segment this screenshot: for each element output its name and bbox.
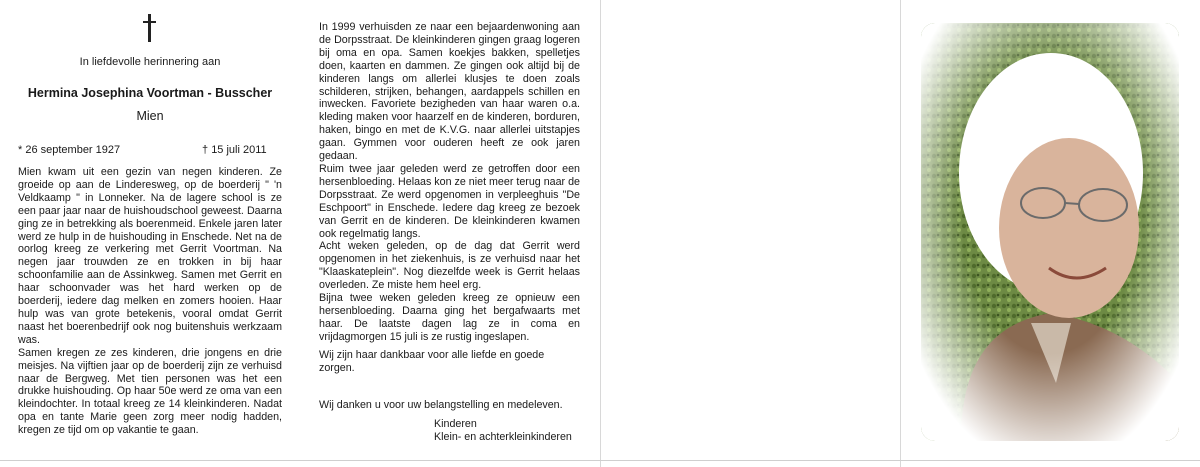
- cross-icon: [138, 14, 162, 44]
- death-date: [202, 144, 267, 156]
- portrait-illustration: [921, 23, 1179, 441]
- thanks-love: Wij zijn haar dankbaar voor alle liefde en goede zorgen.: [319, 349, 545, 374]
- middle-panel: [300, 0, 600, 467]
- fold-line: [600, 0, 601, 467]
- bio-paragraph: Bijna twee weken geleden kreeg ze opnieuw een hersenbloeding. Daarna ging het bergafwaarts met haar. De laatste dagen lag ze in coma en vrijdagmorgen 15 juli is ze rustig ingeslapen.: [319, 292, 580, 343]
- bio-paragraph: Samen kregen ze zes kinderen, drie jongens en drie meisjes. Na vijftien jaar op de boerderij zijn ze verhuisd naar de Bergweg. Met tien personen was het een drukke huishouding. Op haar 50e werd ze oma van een kleindochter. In totaal kreeg ze 14 kleinkinderen. Nadat opa en tante Marie geen zorg meer nodig hadden, kregen ze tijd om op vakantie te gaan.: [18, 346, 282, 437]
- in-memory-line: In liefdevolle herinnering aan: [79, 56, 221, 68]
- deceased-name: Hermina Josephina Voortman - Busscher: [27, 86, 273, 100]
- portrait-photo: [921, 23, 1179, 441]
- left-panel: [0, 0, 300, 467]
- bio-paragraph: Mien kwam uit een gezin van negen kinderen. Ze groeide op aan de Linderesweg, op de boerderij " 'n Veldkaamp " in Lonneker. Na de lagere school is ze een paar jaar naar de huishoudschool geweest. Daarna ging ze in betrekking als boerenmeid. Enkele jaren later werd ze hulp in de huishouding in Enschede. Net na de oorlog kreeg ze verkering met Gerrit Voortman. Na negen jaar trouwden ze en trokken in bij haar schoonfamilie aan de Assinkweg. Samen met Gerrit en haar schoonvader was het hard werken op de boerderij, iedere dag melken en zomers hooien. Haar hulp was van grote betekenis, vooral omdat Gerrit naast het boerenbedrijf ook nog buitenshuis werkzaam was.: [18, 166, 282, 346]
- thanks-interest: Wij danken u voor uw belangstelling en medeleven.: [319, 399, 563, 411]
- nickname: Mien: [136, 109, 164, 123]
- bottom-edge: [0, 460, 1200, 461]
- bio-paragraph: In 1999 verhuisden ze naar een bejaardenwoning aan de Dorpsstraat. De kleinkinderen gingen graag logeren bij oma en opa. Samen koekjes bakken, spelletjes doen, kaarten en dammen. Ze gingen ook altijd bij de kinderen langs om allerlei klusjes te doen zoals schilderen, strijken, behangen, aardappels schillen en inwecken. Favoriete bezigheden van haar waren o.a. kleding maken voor haarzelf en de kinderen, borduren, haken, bingo en met de K.V.G. naar allerlei uitstapjes gaan. Gymmen voor ouderen heeft ze ook jaren gedaan.: [319, 21, 580, 163]
- bio-paragraph: Acht weken geleden, op de dag dat Gerrit werd opgenomen in het ziekenhuis, is ze verhuisd naar het "Klaaskateplein". Nog diezelfde week is Gerrit helaas overleden. Ze miste hem heel erg.: [319, 240, 580, 292]
- birth-date: * 26 september 1927: [18, 144, 121, 156]
- bio-paragraph: Ruim twee jaar geleden werd ze getroffen door een hersenbloeding. Helaas kon ze niet meer terug naar de Dorpsstraat. Ze werd opgenomen in verpleeghuis "De Eschpoort" in Enschede. Iedere dag kreeg ze bezoek van Gerrit en de kinderen. De kleinkinderen kwamen ook regelmatig langs.: [319, 162, 580, 240]
- biography-left: [18, 166, 282, 437]
- signature-grandchildren: Klein- en achterkleinkinderen: [434, 431, 572, 443]
- photo-panel: [900, 0, 1200, 467]
- biography-right: [319, 21, 580, 344]
- fold-line: [900, 0, 901, 467]
- death-date-text: 15 juli 2011: [211, 144, 267, 156]
- dagger-icon: †: [202, 144, 209, 156]
- signature-children: Kinderen: [434, 418, 477, 430]
